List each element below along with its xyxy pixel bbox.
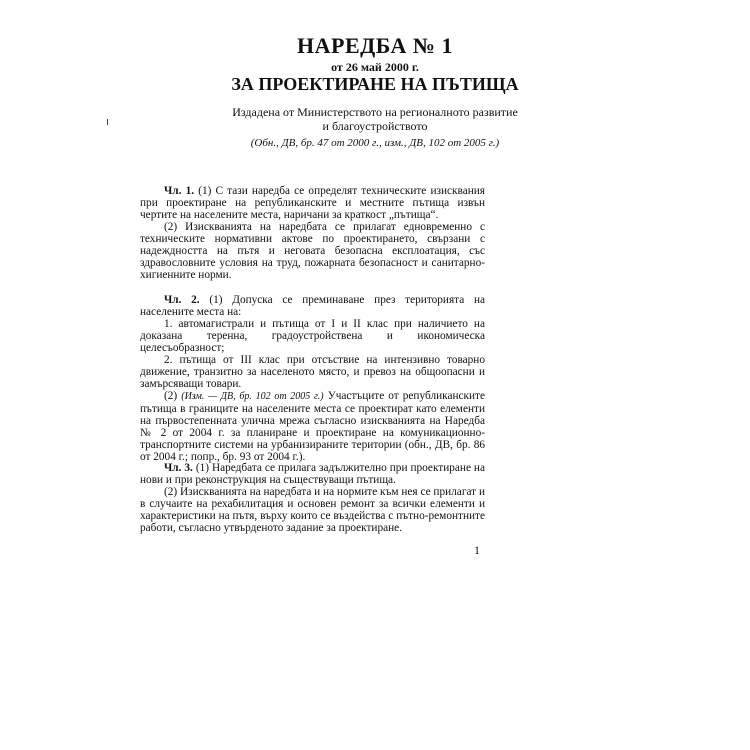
article-2-paragraph-2-text: Участъците от републиканските пътища в границите на населените места се проектират като елементи на първостепенната улична мрежа съгласно изискванията на Наредба № 2 от 2004 г. за планиране и проектиране на комуникационно-транспортните системи на урбанизираните територии (обн., ДВ, бр. 86 от 2004 г.; попр., бр. 93 от 2004 г.). [140,390,486,463]
article-1-number: Чл. 1. [164,185,195,197]
document-subtitle: ЗА ПРОЕКТИРАНЕ НА ПЪТИЩА [231,74,519,94]
document-date: от 26 май 2000 г. [331,60,419,74]
article-2-item-2: 2. пътища от III клас при отсъствие на интензивно товарно движение, транзитно за населеното място, и превоз на общоопасни и замърсяващи товари. [140,354,485,390]
article-3-paragraph-1 [140,462,485,486]
issuing-authority [0,105,750,133]
article-3-number: Чл. 3. [164,462,193,474]
article-2-paragraph-2-amendment: (Изм. — ДВ, бр. 102 от 2005 г.) [181,391,324,402]
article-2-paragraph-2-number: (2) [164,390,178,402]
article-2-number: Чл. 2. [164,294,200,306]
article-3-paragraph-1-text: (1) Наредбата се прилага задължително при проектиране на нови и при реконструкция на съществуващи пътища. [140,462,485,486]
article-3 [140,462,485,534]
margin-mark [107,119,108,125]
article-2-paragraph-1-text: (1) Допуска се преминаване през територията на населените места на: [140,294,486,318]
document-title: НАРЕДБА № 1 [297,33,453,58]
article-1-paragraph-1 [140,185,485,221]
article-2 [140,294,485,463]
amendment-note: (Обн., ДВ, бр. 47 от 2000 г., изм., ДВ, 102 от 2005 г.) [250,137,500,149]
article-2-item-1: 1. автомагистрали и пътища от I и II клас при наличието на доказана теренна, градоустройствена и икономическа целесъобразност; [140,318,485,354]
article-1 [140,185,485,281]
issuing-authority-line-2: и благоустройството [322,119,428,133]
issuing-authority-line-1: Издадена от Министерството на регионалното развитие [232,105,518,119]
article-2-paragraph-2 [140,390,485,463]
article-1-paragraph-2: (2) Изискванията на наредбата се прилагат едновременно с техническите нормативни актове по проектирането, свързани с надеждността на пътя и неговата безопасна експлоатация, със здравословните условия на труд, пожарната безопасност и санитарно-хигиенните норми. [140,221,485,281]
article-1-paragraph-1-text: (1) С тази наредба се определят техническите изисквания при проектиране на републиканските и местните пътища извън чертите на населените места, наричани за краткост „пътища“. [140,185,486,221]
article-3-paragraph-2: (2) Изискванията на наредбата и на нормите към нея се прилагат и в случаите на рехабилитация и основен ремонт за всички елементи и характеристики на пътя, върху които се въздейства с пътно-ремонтните работи, съгласно утвърденото задание за проектиране. [140,486,485,534]
article-2-paragraph-1 [140,294,485,318]
page-number: 1 [474,543,480,557]
